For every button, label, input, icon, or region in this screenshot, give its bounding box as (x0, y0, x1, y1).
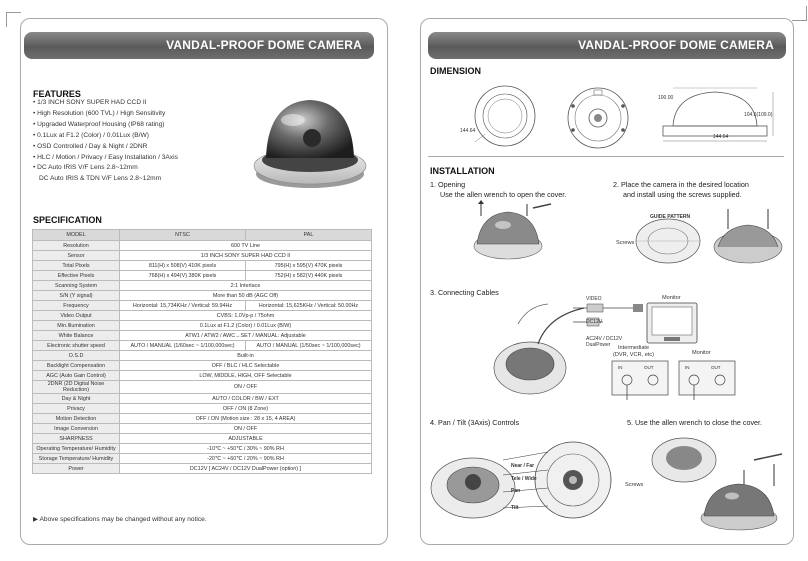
spec-row (33, 444, 372, 454)
spec-value-pal: Horizontal: 15,625KHz / Vertical: 50.00Hz (246, 301, 372, 311)
spec-value: ATW1 / ATW2 / AWC→SET / MANUAL: Adjustable (120, 331, 372, 341)
spec-label: Image Conversion (33, 424, 120, 434)
feature-item: • OSD Controlled / Day & Night / 2DNR (33, 142, 178, 153)
spec-row (33, 371, 372, 381)
step5-title: 5. Use the allen wrench to close the cover. (627, 418, 763, 427)
spec-label: Scanning System (33, 281, 120, 291)
dimension-top-view (463, 82, 543, 154)
spec-label: Privacy (33, 404, 120, 414)
spec-value: -10℃ ~ +50℃ / 30% ~ 90% RH (120, 444, 372, 454)
left-page (0, 0, 400, 561)
monitor-label-1: Monitor (662, 295, 681, 301)
spec-label: O.S.D (33, 351, 120, 361)
spec-row (33, 351, 372, 361)
spec-value: OFF / ON (8 Zone) (120, 404, 372, 414)
spec-row (33, 311, 372, 321)
in-label-2: IN (685, 365, 690, 370)
spec-row (33, 301, 372, 311)
spec-value-pal: AUTO / MANUAL (1/50sec ~ 1/100,000sec) (246, 341, 372, 351)
spec-value: CVBS: 1.0Vp-p / 75ohm (120, 311, 372, 321)
step2-title: 2. Place the camera in the desired location (613, 180, 749, 189)
spec-header-ntsc: NTSC (120, 230, 246, 241)
dualpower-label-2: DualPower (586, 342, 611, 348)
spec-value-ntsc: AUTO / MANUAL (1/60sec ~ 1/100,000sec) (120, 341, 246, 351)
feature-item: • 1/3 INCH SONY SUPER HAD CCD II (33, 98, 178, 109)
spec-label: 2DNR (2D Digital Noise Reduction) (33, 381, 120, 394)
spec-label: Storage Temperature/ Humidity (33, 454, 120, 464)
spec-label: White Balance (33, 331, 120, 341)
spec-label: AGC (Auto Gain Control) (33, 371, 120, 381)
right-banner: VANDAL-PROOF DOME CAMERA (428, 32, 786, 59)
spec-value: Built-in (120, 351, 372, 361)
spec-value: OFF / BLC / HLC Selectable (120, 361, 372, 371)
spec-header-pal: PAL (246, 230, 372, 241)
spec-value: ON / OFF (120, 424, 372, 434)
spec-row (33, 381, 372, 394)
video-label: VIDEO (586, 296, 602, 302)
tele-wide-label: Tele / Wide (511, 476, 537, 482)
feature-item: • DC Auto IRIS V/F Lens 2.8~12mm (33, 163, 178, 174)
specification-title: SPECIFICATION (33, 215, 102, 225)
spec-label: Backlight Compensation (33, 361, 120, 371)
spec-label: S/N (Y signal) (33, 291, 120, 301)
spec-value: 0.1Lux at F1.2 (Color) / 0.01Lux (B/W) (120, 321, 372, 331)
spec-row (33, 404, 372, 414)
spec-row (33, 414, 372, 424)
installation-title: INSTALLATION (430, 166, 495, 176)
right-page (408, 0, 808, 561)
intermediate-label-2: (DVR, VCR, etc) (613, 352, 655, 358)
out-label-2: OUT (711, 365, 721, 370)
spec-label: Power (33, 464, 120, 474)
spec-row (33, 341, 372, 351)
step2-desc: and install using the screws supplied. (623, 190, 742, 199)
features-list (33, 98, 178, 185)
spec-row (33, 251, 372, 261)
spec-value: 600 TV Line (120, 241, 372, 251)
spec-label: Effective Pixels (33, 271, 120, 281)
dimension-title: DIMENSION (430, 66, 482, 76)
near-far-label: Near / Far (511, 463, 535, 469)
spec-row (33, 321, 372, 331)
spec-label: Day & Night (33, 394, 120, 404)
out-label-1: OUT (644, 365, 654, 370)
spec-value: DC12V [ AC24V / DC12V DualPower (option) ] (120, 464, 372, 474)
dome-camera-image (248, 96, 373, 196)
feature-item: • High Resolution (600 TVL) / High Sensitivity (33, 109, 178, 120)
feature-item: • Upgraded Waterproof Housing (IP68 rating) (33, 120, 178, 131)
spec-value: OFF / ON (Motion size : 28 x 15, 4 AREA) (120, 414, 372, 424)
spec-label: Resolution (33, 241, 120, 251)
spec-value: 2:1 Interlace (120, 281, 372, 291)
step1-opening-illustration (463, 200, 553, 272)
spec-value-ntsc: Horizontal: 15,734KHz / Vertical: 59.94Hz (120, 301, 246, 311)
step3-title: 3. Connecting Cables (430, 288, 499, 297)
step2-screws-label: Screws (616, 240, 635, 246)
spec-label: SHARPNESS (33, 434, 120, 444)
spec-row (33, 281, 372, 291)
spec-row (33, 261, 372, 271)
step1-desc: Use the allen wrench to open the cover. (440, 190, 567, 199)
tilt-label: Tilt (511, 505, 519, 511)
features-title: FEATURES (33, 89, 81, 99)
spec-label: Total Pixels (33, 261, 120, 271)
step5-closing-illustration (644, 430, 784, 535)
spec-label: Motion Detection (33, 414, 120, 424)
spec-label: Frequency (33, 301, 120, 311)
spec-row (33, 361, 372, 371)
spec-note: ▶ Above specifications may be changed without any notice. (33, 516, 207, 523)
left-banner: VANDAL-PROOF DOME CAMERA (24, 32, 374, 59)
dualpower-label-1: AC24V / DC12V (586, 336, 623, 342)
spec-label: Video Output (33, 311, 120, 321)
crop-mark (6, 12, 21, 27)
spec-value: AUTO / COLOR / BW / EXT (120, 394, 372, 404)
dc12v-label: DC12V (586, 319, 603, 325)
spec-value-ntsc: 811(H) x 508(V) 410K pixels (120, 261, 246, 271)
spec-row (33, 394, 372, 404)
feature-item: • HLC / Motion / Privacy / Easy Installation / 3Axis (33, 153, 178, 164)
spec-value: More than 50 dB (AGC Off) (120, 291, 372, 301)
spec-header-model: MODEL (33, 230, 120, 241)
spec-label: Min.Illumination (33, 321, 120, 331)
feature-item-continuation: DC Auto IRIS & TDN V/F Lens 2.8~12mm (39, 175, 162, 183)
step2-guide-pattern-label: GUIDE PATTERN (650, 214, 691, 220)
spec-value-pal: 795(H) x 595(V) 470K pixels (246, 261, 372, 271)
spec-value-ntsc: 768(H) x 494(V) 380K pixels (120, 271, 246, 281)
step4-title: 4. Pan / Tilt (3Axis) Controls (430, 418, 520, 427)
dim-label-diameter: 144.64 (460, 128, 476, 134)
step5-screws-label: Screws (625, 482, 644, 488)
monitor-icon (646, 302, 698, 344)
spec-value: LOW, MIDDLE, HIGH, OFF Selectable (120, 371, 372, 381)
spec-value: 1/3 INCH SONY SUPER HAD CCD II (120, 251, 372, 261)
dimension-bottom-view (563, 84, 633, 154)
feature-item: • 0.1Lux at F1.2 (Color) / 0.01Lux (B/W) (33, 131, 178, 142)
spec-value-pal: 752(H) x 582(V) 440K pixels (246, 271, 372, 281)
spec-row (33, 271, 372, 281)
spec-label: Electronic shutter speed (33, 341, 120, 351)
intermediate-label-1: Intermediate (618, 345, 650, 351)
spec-row (33, 331, 372, 341)
dim-label-width: 144.64 (713, 134, 729, 140)
spec-row (33, 434, 372, 444)
spec-row (33, 464, 372, 474)
spec-row (33, 291, 372, 301)
dim-label-top: 100.00 (658, 95, 674, 101)
spec-value: ON / OFF (120, 381, 372, 394)
spec-label: Operating Temperature/ Humidity (33, 444, 120, 454)
crop-mark (792, 6, 807, 21)
spec-label: Sensor (33, 251, 120, 261)
spec-row (33, 454, 372, 464)
step1-title: 1. Opening (430, 180, 466, 189)
in-label-1: IN (618, 365, 623, 370)
spec-value: ADJUSTABLE (120, 434, 372, 444)
spec-row (33, 424, 372, 434)
spec-row (33, 241, 372, 251)
pan-label: Pan (511, 488, 521, 494)
dim-label-height: 104.6(109.0) (744, 112, 773, 118)
monitor-label-2: Monitor (692, 350, 711, 356)
spec-header-row (33, 230, 372, 241)
divider (428, 156, 784, 157)
spec-value: -20℃ ~ +60℃ / 20% ~ 90% RH (120, 454, 372, 464)
specification-table (32, 229, 372, 474)
